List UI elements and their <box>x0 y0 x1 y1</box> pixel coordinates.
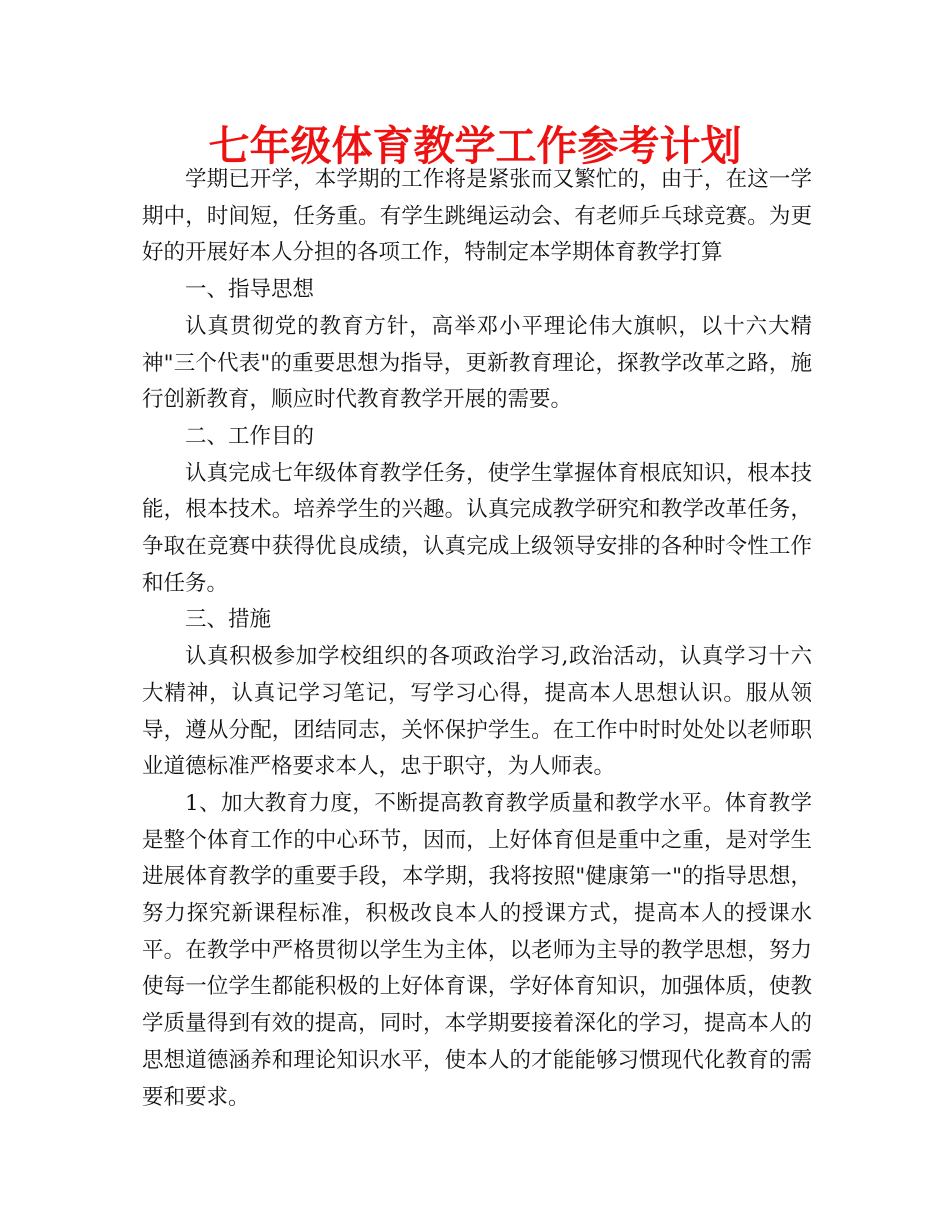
document-title: 七年级体育教学工作参考计划 <box>208 122 742 170</box>
paragraph-work-goals: 认真完成七年级体育教学任务，使学生掌握体育根底知识，根本技能，根本技术。培养学生的兴趣。认真完成教学研究和教学改革任务，争取在竞赛中获得优良成绩，认真完成上级领导安排的各种时令性工作和任务。 <box>142 460 812 596</box>
heading-guiding-ideology: 一、指导思想 <box>185 277 315 303</box>
paragraph-measure-1: 1、加大教育力度，不断提高教育教学质量和教学水平。体育教学是整个体育工作的中心环节，因而，上好体育但是重中之重，是对学生进展体育教学的重要手段，本学期，我将按照"健康第一"的指导思想，努力探究新课程标准，积极改良本人的授课方式，提高本人的授课水平。在教学中严格贯彻以学生为主体，以老师为主导的教学思想，努力使每一位学生都能积极的上好体育课，学好体育知识，加强体质，使教学质量得到有效的提高，同时，本学期要接着深化的学习，提高本人的思想道德涵养和理论知识水平，使本人的才能能够习惯现代化教育的需要和要求。 <box>142 790 812 1110</box>
heading-measures: 三、措施 <box>185 607 272 633</box>
paragraph-intro: 学期已开学，本学期的工作将是紧张而又繁忙的，由于，在这一学期中，时间短，任务重。有学生跳绳运动会、有老师乒乓球竞赛。为更好的开展好本人分担的各项工作，特制定本学期体育教学打算 <box>142 167 812 266</box>
paragraph-guiding-ideology: 认真贯彻党的教育方针，高举邓小平理论伟大旗帜，以十六大精神"三个代表"的重要思想为指导，更新教育理论，探教学改革之路，施行创新教育，顺应时代教育教学开展的需要。 <box>142 313 812 413</box>
paragraph-measures: 认真积极参加学校组织的各项政治学习,政治活动，认真学习十六大精神，认真记学习笔记，写学习心得，提高本人思想认识。服从领导，遵从分配，团结同志，关怀保护学生。在工作中时时处处以老师职业道德标准严格要求本人，忠于职守，为人师表。 <box>142 644 812 780</box>
document-body <box>142 162 812 1116</box>
heading-work-goals: 二、工作目的 <box>185 423 315 449</box>
